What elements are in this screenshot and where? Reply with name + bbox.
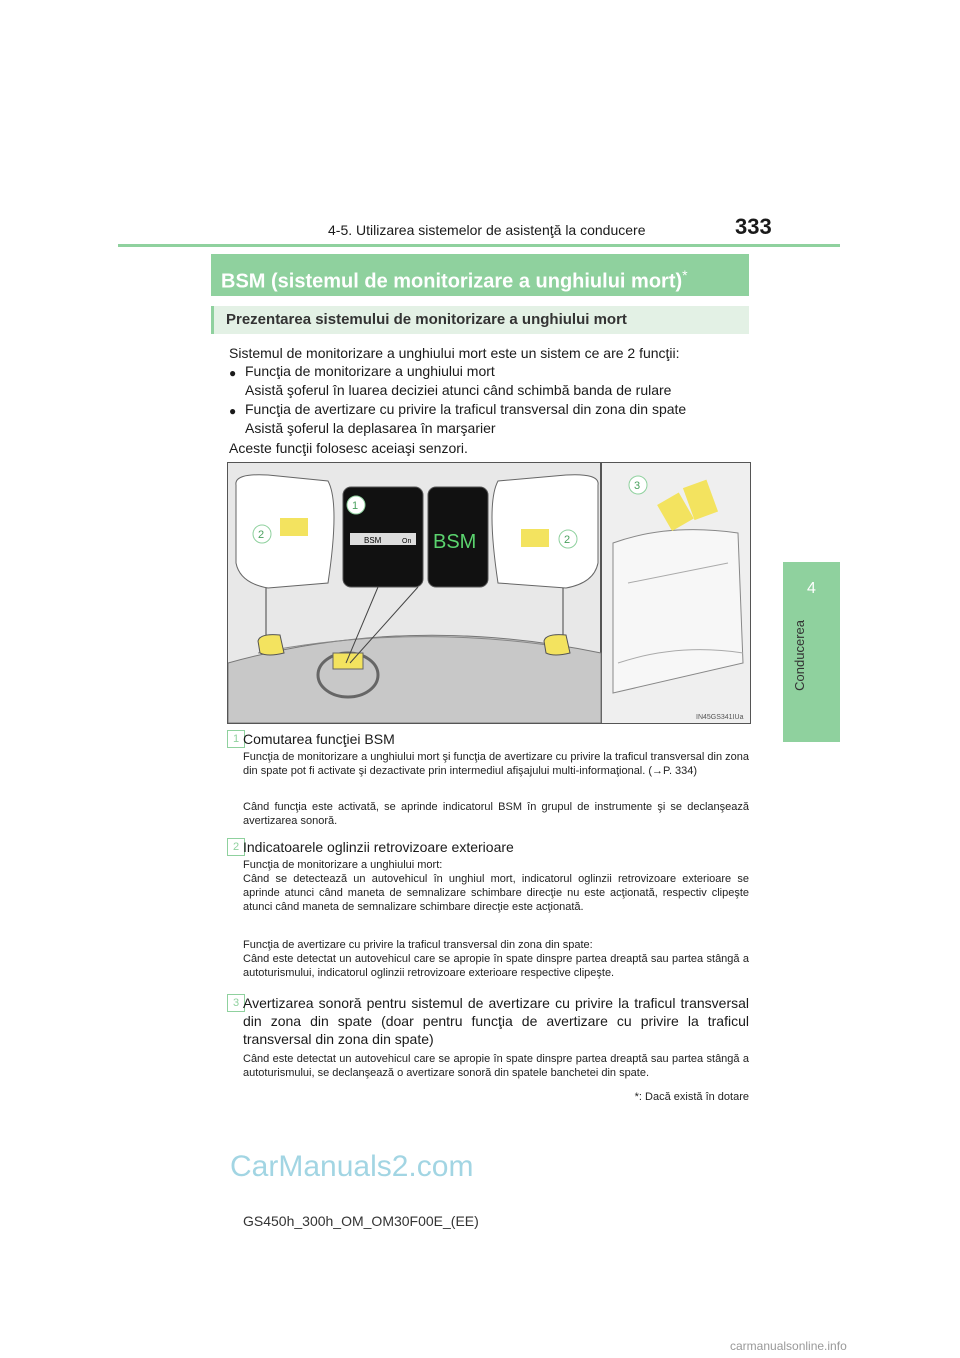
footnote: *: Dacă există în dotare: [634, 1091, 749, 1103]
svg-text:2: 2: [564, 534, 571, 546]
item-3-title: Avertizarea sonoră pentru sistemul de avertizare cu privire la traficul transversal din zona din spate (doar pentru funcţia de avertizare cu privire la traficul transversal din zona din spate): [243, 995, 749, 1047]
subheading: Prezentarea sistemului de monitorizare a unghiului mort: [211, 306, 749, 334]
intro-line: Sistemul de monitorizare a unghiului mort este un sistem ce are 2 funcţii:: [229, 345, 680, 361]
item-2-p2: Când se detectează un autovehicul în unghiul mort, indicatorul oglinzii retrovizoare exterioare se aprinde atunci când maneta de semnalizare schimbare direcţie nu este acţionată, respectiv clipeşte atunci când maneta de semnalizare schimbare direcţie este acţionată.: [243, 873, 749, 913]
watermark: CarManuals2.com: [230, 1150, 474, 1183]
illustration-svg: [228, 463, 750, 723]
bullet-icon: ●: [229, 404, 237, 418]
intro-end: Aceste funcţii folosesc aceiaşi senzori.: [229, 440, 468, 456]
chapter-label: [792, 620, 812, 730]
item-1-number: 1: [227, 730, 245, 748]
svg-text:On: On: [402, 538, 412, 545]
item-1-p2: Când funcţia este activată, se aprinde indicatorul BSM în grupul de instrumente şi se declanşează avertizarea sonoră.: [243, 801, 749, 827]
chapter-number: 4: [807, 580, 816, 597]
heading-text: BSM (sistemul de monitorizare a unghiului mort): [221, 270, 683, 293]
bullet-2-title: Funcţia de avertizare cu privire la traficul transversal din zona din spate: [245, 401, 687, 417]
item-1-p1: Funcţia de monitorizare a unghiului mort şi funcţia de avertizare cu privire la traficul transversal din zona din spate pot fi activate şi dezactivate prin intermediul afişajului multi-informaţional. (→P. 334): [243, 751, 749, 777]
watermark-2: carmanualsonline.info: [730, 1339, 847, 1353]
main-heading: [211, 254, 749, 296]
item-2-p4: Când este detectat un autovehicul care se apropie în spate dinspre partea dreaptă sau partea stângă a autoturismului, indicatorul oglinzii retrovizoare exterioare respective clipeşte.: [243, 953, 749, 979]
bullet-2-desc: Asistă şoferul la deplasarea în marşarier: [245, 420, 496, 436]
item-3-p1: Când este detectat un autovehicul care se apropie în spate dinspre partea dreaptă sau partea stângă a autoturismului, se declanşează o avertizare sonoră din spatele banchetei din spate.: [243, 1053, 749, 1079]
bsm-illustration: [227, 462, 751, 724]
svg-text:1: 1: [352, 500, 359, 512]
chapter-label-text: Conducerea: [792, 620, 807, 691]
header-rule: [118, 244, 840, 247]
svg-text:IN45GS341IUa: IN45GS341IUa: [696, 714, 744, 721]
svg-text:2: 2: [258, 529, 265, 541]
page-number: 333: [735, 214, 772, 239]
footer-code: GS450h_300h_OM_OM30F00E_(EE): [243, 1213, 479, 1229]
bullet-icon: ●: [229, 366, 237, 380]
heading-asterisk: *: [682, 267, 688, 283]
item-1-title: Comutarea funcţiei BSM: [243, 731, 395, 747]
svg-text:BSM: BSM: [364, 536, 382, 545]
item-2-p1: Funcţia de monitorizare a unghiului mort:: [243, 859, 443, 871]
bullet-1-desc: Asistă şoferul în luarea deciziei atunci când schimbă banda de rulare: [245, 382, 672, 398]
section-title: 4-5. Utilizarea sistemelor de asistenţă la conducere: [328, 222, 646, 238]
item-2-title: Indicatoarele oglinzii retrovizoare exterioare: [243, 839, 514, 855]
item-2-p3: Funcţia de avertizare cu privire la traficul transversal din zona din spate:: [243, 939, 593, 951]
item-3-number: 3: [227, 994, 245, 1012]
bullet-1-title: Funcţia de monitorizare a unghiului mort: [245, 363, 495, 379]
item-2-number: 2: [227, 838, 245, 856]
svg-text:3: 3: [634, 480, 641, 492]
svg-text:BSM: BSM: [433, 531, 477, 553]
